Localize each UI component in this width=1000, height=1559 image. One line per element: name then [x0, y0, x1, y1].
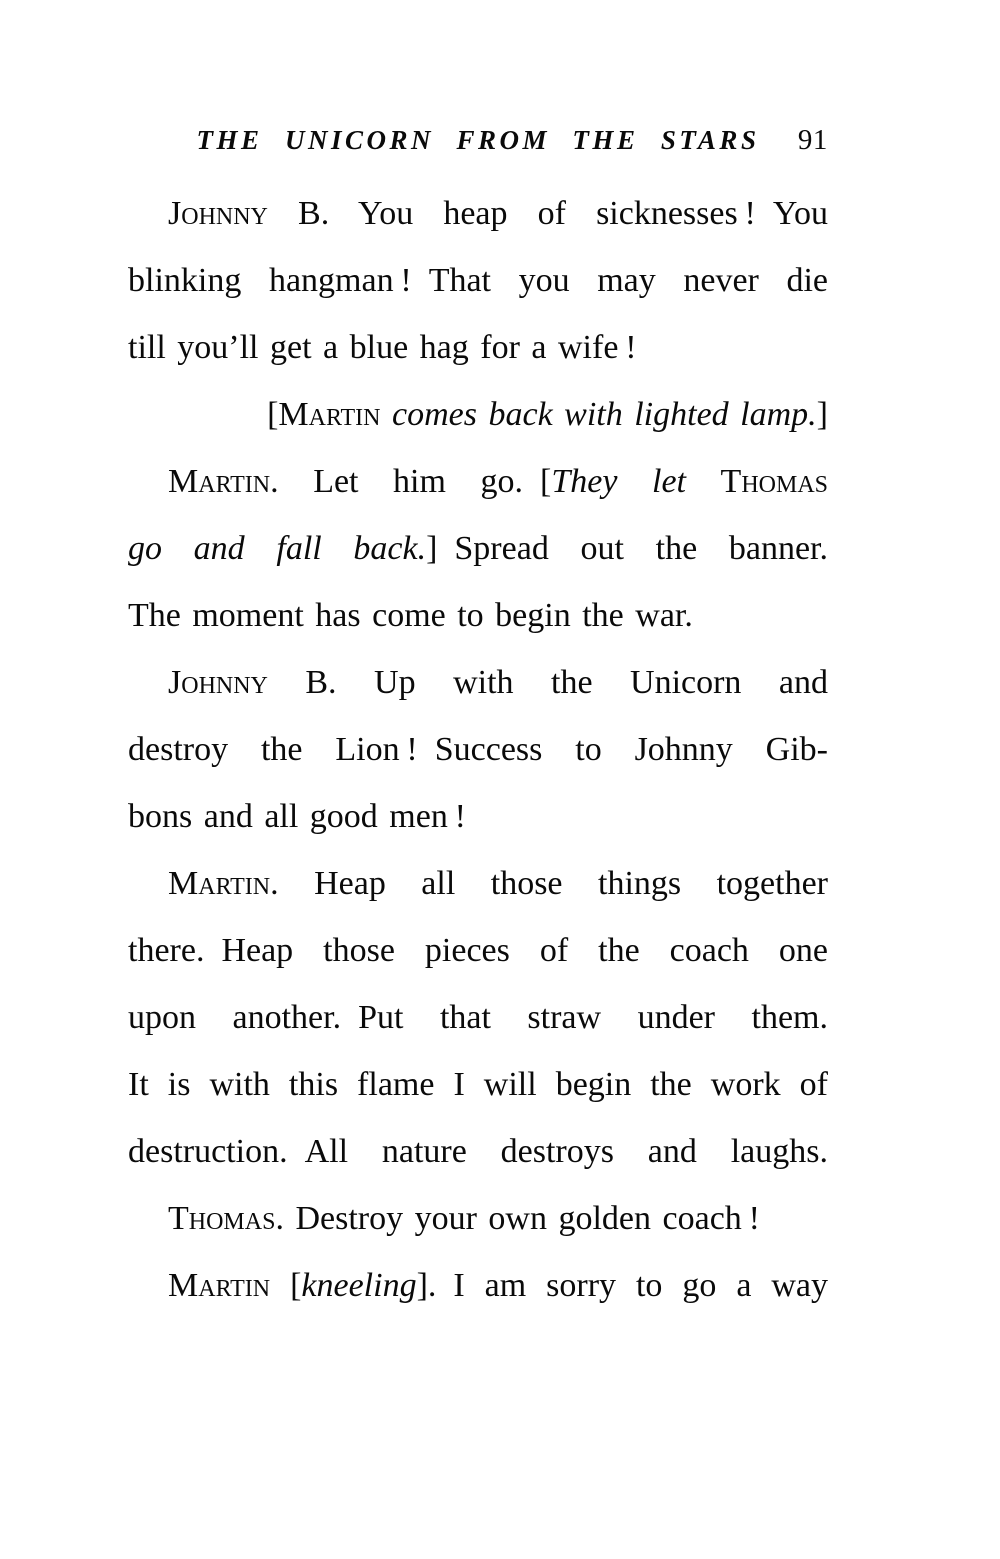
text-block: [128, 180, 828, 1319]
text-segment-roman: [: [267, 396, 279, 433]
text-segment-roman: bons and all good men !: [128, 798, 466, 835]
text-segment-roman: destroy the Lion ! Success to Johnny Gib-: [128, 731, 828, 768]
paragraph-speech: [128, 448, 828, 649]
text-segment-roman: there. Heap those pieces of the coach one: [128, 932, 828, 969]
text-segment-roman: upon another. Put that straw under them.: [128, 999, 828, 1036]
page-header: [128, 120, 828, 160]
text-segment-roman: ]: [816, 396, 828, 433]
text-segment-roman: Destroy your own golden coach !: [283, 1200, 760, 1237]
text-line: [128, 180, 828, 247]
text-line: [128, 314, 828, 381]
text-line: [128, 1118, 828, 1185]
text-line: [128, 381, 828, 448]
text-line: [128, 582, 828, 649]
text-segment-roman: [: [270, 1267, 302, 1304]
text-segment-roman: ]. I am sorry to go a way: [416, 1267, 828, 1304]
paragraph-speech: [128, 649, 828, 850]
text-segment-roman: blinking hangman ! That you may never die: [128, 262, 828, 299]
text-segment-roman: Let him go. [: [278, 463, 552, 500]
text-segment-italic: comes back with lighted lamp.: [380, 396, 817, 433]
text-segment-smallcaps: Johnny B.: [168, 195, 330, 232]
text-line: [128, 1051, 828, 1118]
text-line: [128, 1252, 828, 1319]
text-line: [128, 850, 828, 917]
text-segment-smallcaps: Martin: [168, 1267, 271, 1304]
text-segment-roman: ] Spread out the banner.: [426, 530, 828, 567]
text-segment-roman: destruction. All nature destroys and laughs.: [128, 1133, 828, 1170]
paragraph-speech: [128, 180, 828, 381]
text-segment-roman: Up with the Unicorn and: [336, 664, 828, 701]
text-line: [128, 984, 828, 1051]
text-line: [128, 783, 828, 850]
text-segment-roman: You heap of sicknesses ! You: [329, 195, 828, 232]
text-segment-smallcaps: Thomas: [720, 463, 828, 500]
text-segment-smallcaps: Thomas.: [168, 1200, 284, 1237]
text-line: [128, 1185, 828, 1252]
text-line: [128, 716, 828, 783]
text-segment-smallcaps: Martin: [278, 396, 381, 433]
text-line: [128, 448, 828, 515]
text-segment-italic: They let: [551, 463, 721, 500]
text-segment-smallcaps: Johnny B.: [168, 664, 337, 701]
paragraph-speech: [128, 1185, 828, 1252]
text-segment-smallcaps: Martin.: [168, 463, 279, 500]
text-segment-italic: kneeling: [301, 1267, 417, 1304]
paragraph-speech: [128, 850, 828, 1185]
text-segment-roman: It is with this flame I will begin the work of: [128, 1066, 828, 1103]
text-segment-roman: till you’ll get a blue hag for a wife !: [128, 329, 637, 366]
text-line: [128, 649, 828, 716]
text-line: [128, 515, 828, 582]
text-line: [128, 247, 828, 314]
text-segment-roman: The moment has come to begin the war.: [128, 597, 693, 634]
paragraph-speech: [128, 1252, 828, 1319]
text-segment-italic: go and fall back.: [128, 530, 427, 567]
page-number: 91: [797, 124, 828, 156]
text-segment-smallcaps: Martin.: [168, 865, 279, 902]
running-title: THE UNICORN FROM THE STARS: [196, 125, 760, 155]
text-line: [128, 917, 828, 984]
text-segment-roman: Heap all those things together: [278, 865, 828, 902]
paragraph-stage-direction: [128, 381, 828, 448]
